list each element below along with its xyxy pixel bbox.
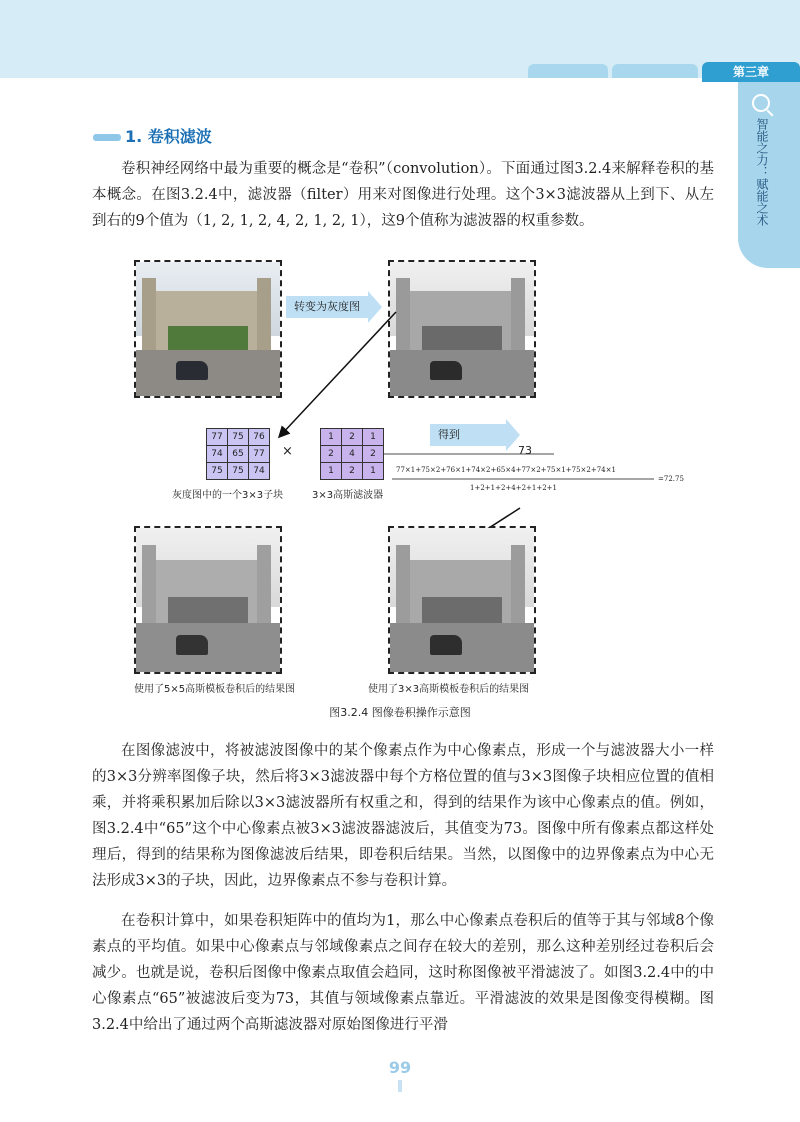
heading-bar-icon: [93, 134, 121, 141]
formula-result: =72.75: [658, 475, 684, 483]
page-number-rule: [398, 1080, 402, 1092]
result-value: 73: [518, 444, 532, 457]
fraction-bar: [392, 478, 654, 481]
filter-cell: 2: [363, 446, 384, 463]
header-tab: [612, 64, 698, 78]
magnifier-icon: [752, 94, 770, 112]
page-number: 99: [388, 1058, 412, 1077]
matrix-cell: 77: [249, 446, 270, 463]
matrix-cell: 75: [207, 463, 228, 480]
matrix-cell: 74: [249, 463, 270, 480]
result-photo-5x5: [134, 526, 282, 674]
matrix-cell: 77: [207, 429, 228, 446]
matrix-cell: 65: [228, 446, 249, 463]
figure-3-2-4: [128, 256, 688, 696]
paragraph-2: [92, 738, 714, 894]
filter-cell: 1: [321, 463, 342, 480]
arrow-to-block: [280, 312, 396, 436]
filter-cell: 2: [342, 429, 363, 446]
matrix-cell: 74: [207, 446, 228, 463]
matrix-cell: 75: [228, 463, 249, 480]
caption-3x3: 使用了3×3高斯模板卷积后的结果图: [368, 684, 530, 695]
arrow-get-label: 得到: [438, 428, 460, 441]
filter-cell: 1: [363, 463, 384, 480]
section-heading: [93, 124, 212, 147]
arrow-get-result: [430, 424, 506, 446]
section-heading-text: 1. 卷积滤波: [125, 127, 212, 146]
chapter-tab: 第三章: [702, 62, 800, 82]
arrow-gray-label: 转变为灰度图: [294, 300, 360, 313]
filter-cell: 1: [363, 429, 384, 446]
image-block-matrix: [206, 428, 270, 480]
formula-denominator: 1+2+1+2+4+2+1+2+1: [470, 484, 558, 492]
filter-cell: 2: [342, 463, 363, 480]
filter-cell: 4: [342, 446, 363, 463]
filter-cell: 2: [321, 446, 342, 463]
filter-caption: 3×3高斯滤波器: [312, 490, 384, 501]
intro-paragraph: [92, 156, 714, 234]
paragraph-3-text: 在卷积计算中，如果卷积矩阵中的值均为1，那么中心像素点卷积后的值等于其与邻域8个像素点的平均值。如果中心像素点与邻域像素点之间存在较大的差别，那么这种差别经过卷积后会减少。也就是说，卷积后图像中像素点取值会趋同，这时称图像被平滑滤波了。如图3.2.4中的中心像素点“65”被滤波后变为73，其值与领域像素点靠近。平滑滤波的效果是图像变得模糊。图3.2.4中给出了通过两个高斯滤波器对原始图像进行平滑: [92, 913, 714, 1033]
matrix-cell: 75: [228, 429, 249, 446]
result-photo-3x3: [388, 526, 536, 674]
figure-title: 图3.2.4 图像卷积操作示意图: [329, 706, 471, 719]
intro-text: 卷积神经网络中最为重要的概念是“卷积”（convolution）。下面通过图3.2.4来解释卷积的基本概念。在图3.2.4中，滤波器（filter）用来对图像进行处理。这个3×3滤波器从上到下、从左到右的9个值为（1, 2, 1, 2, 4, 2, 1, 2, 1），这9个值称为滤波器的权重参数。: [92, 161, 714, 229]
matrix-cell: 76: [249, 429, 270, 446]
filter-cell: 1: [321, 429, 342, 446]
paragraph-2-text: 在图像滤波中，将被滤波图像中的某个像素点作为中心像素点，形成一个与滤波器大小一样的3×3分辨率图像子块，然后将3×3滤波器中每个方格位置的值与3×3图像子块相应位置的值相乘，并将乘积累加后除以3×3滤波器所有权重之和，得到的结果作为该中心像素点的值。例如，图3.2.4中“65”这个中心像素点被3×3滤波器滤波后，其值变为73。图像中所有像素点都这样处理后，得到的结果称为图像滤波后结果，即卷积后结果。当然，以图像中的边界像素点为中心无法形成3×3的子块，因此，边界像素点不参与卷积计算。: [92, 743, 714, 889]
side-title: 智能之力：赋能之术: [755, 118, 769, 226]
paragraph-3: [92, 908, 714, 1038]
formula-numerator: 77×1+75×2+76×1+74×2+65×4+77×2+75×1+75×2+74×1: [396, 466, 616, 474]
caption-5x5: 使用了5×5高斯模板卷积后的结果图: [134, 684, 296, 695]
filter-matrix: [320, 428, 384, 480]
multiply-sign: ×: [282, 444, 293, 459]
block-caption: 灰度图中的一个3×3子块: [172, 490, 284, 501]
header-tab: [528, 64, 608, 78]
